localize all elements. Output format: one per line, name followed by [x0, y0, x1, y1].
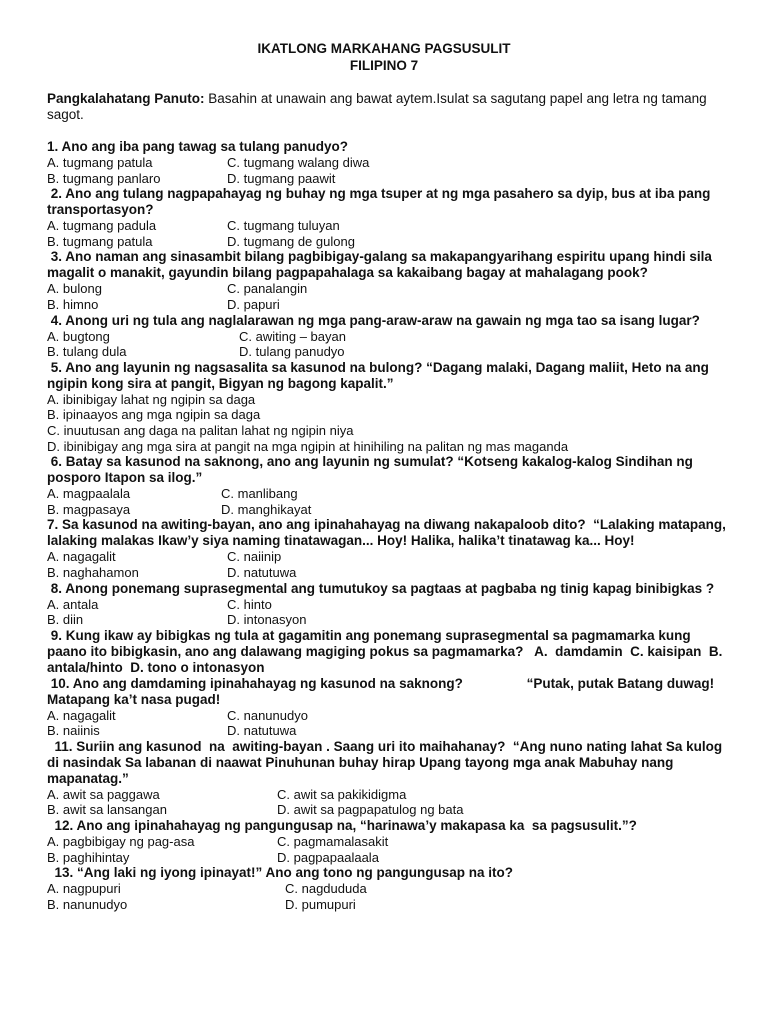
- question-6: [47, 454, 727, 517]
- question-1: [47, 139, 727, 186]
- exam-subject: FILIPINO 7: [349, 58, 419, 73]
- question-text: 3. Ano naman ang sinasambit bilang pagbibigay-galang sa makapangyarihang espiritu upang hindi sila magalit o manakit, gayundin bilang pagpapahalaga sa kakaibang bagay at mahalagang pook?: [47, 249, 716, 281]
- general-instructions: [47, 91, 727, 123]
- option-b: B. naghahamon: [47, 564, 139, 580]
- option-a: A. bulong: [47, 281, 102, 297]
- answer-options: [47, 392, 727, 454]
- option-b: B. awit sa lansangan: [47, 802, 167, 818]
- answer-options: [47, 155, 727, 186]
- option-a: A. awit sa paggawa: [47, 786, 160, 802]
- option-c: C. awiting – bayan: [239, 328, 346, 344]
- question-11: [47, 739, 727, 818]
- question-5: [47, 360, 727, 454]
- option-a: A. nagagalit: [47, 707, 116, 723]
- question-text: 8. Anong ponemang suprasegmental ang tumutukoy sa pagtaas at pagbaba ng tinig kapag binibigkas ?: [47, 580, 715, 596]
- option-c: C. naiinip: [227, 549, 282, 565]
- question-text: 7. Sa kasunod na awiting-bayan, ano ang ipinahahayag na diwang nakapaloob dito? “Lalaking matapang, lalaking malakas Ikaw’y siya naming tinatawagan... Hoy! Halika, halika’t tinatawag ka... Hoy!: [47, 517, 730, 549]
- option-c: C. awit sa pakikidigma: [277, 786, 407, 802]
- option-d: D. pumupuri: [285, 896, 356, 912]
- option-c: C. panalangin: [227, 281, 308, 297]
- option-a: A. tugmang patula: [47, 155, 153, 170]
- option-d: D. ibinibigay ang mga sira at pangit na mga ngipin at hinihiling na palitan ng mas maganda: [47, 438, 569, 454]
- option-b: B. tugmang panlaro: [47, 170, 161, 186]
- question-text: 5. Ano ang layunin ng nagsasalita sa kasunod na bulong? “Dagang malaki, Dagang maliit, Heto na ang ngipin kong sira at pangit, Bigyan ng bagong kapalit.”: [47, 359, 713, 391]
- exam-header: [0, 40, 768, 74]
- instructions-text: Basahin at unawain ang bawat aytem.Isulat sa sagutang papel ang letra ng tamang sagot.: [47, 91, 707, 122]
- question-text: 12. Ano ang ipinahahayag ng pangungusap na, “harinawa’y makapasa ka sa pagsusulit.”?: [47, 818, 637, 834]
- option-b: B. nanunudyo: [47, 896, 128, 912]
- answer-options: [47, 834, 727, 865]
- option-d: D. intonasyon: [227, 612, 307, 628]
- option-b: B. magpasaya: [47, 501, 131, 517]
- question-12: [47, 818, 727, 865]
- question-text: 2. Ano ang tulang nagpapahayag ng buhay ng mga tsuper at ng mga pasahero sa dyip, bus at iba pang transportasyon?: [47, 186, 715, 218]
- question-list: [47, 137, 730, 912]
- option-d: D. manghikayat: [221, 501, 312, 517]
- question-8: [47, 581, 727, 628]
- option-c: C. tugmang tuluyan: [227, 218, 340, 234]
- answer-options: [47, 218, 727, 249]
- option-d: D. pagpapaalaala: [277, 849, 379, 865]
- question-text: 11. Suriin ang kasunod na awiting-bayan . Saang uri ito maihahanay? “Ang nuno nating lahat Sa kulog di nasindak Sa labanan di naawat Pinuhunan buhay hirap Upang tayong mga anak Mabuhay nang mapanatag.”: [47, 738, 726, 786]
- option-a: A. ibinibigay lahat ng ngipin sa daga: [47, 391, 256, 407]
- option-a: A. pagbibigay ng pag-asa: [47, 834, 195, 850]
- question-2: [47, 186, 727, 249]
- option-d: D. awit sa pagpapatulog ng bata: [277, 802, 464, 818]
- answer-options: [47, 329, 727, 360]
- option-b: B. tugmang patula: [47, 233, 153, 249]
- answer-options: [47, 787, 727, 818]
- option-a: A. nagpupuri: [47, 881, 121, 897]
- option-a: A. antala: [47, 596, 99, 612]
- option-c: C. inuutusan ang daga na palitan lahat ng ngipin niya: [47, 422, 354, 438]
- question-3: [47, 249, 727, 312]
- option-c: C. nanunudyo: [227, 707, 308, 723]
- option-a: A. tugmang padula: [47, 218, 157, 234]
- option-d: D. papuri: [227, 296, 280, 312]
- answer-options: [47, 881, 727, 912]
- option-d: D. natutuwa: [227, 564, 297, 580]
- option-b: B. ipinaayos ang mga ngipin sa daga: [47, 407, 261, 423]
- option-d: D. tulang panudyo: [239, 344, 345, 360]
- instructions-label: Pangkalahatang Panuto:: [47, 91, 205, 106]
- option-c: C. manlibang: [221, 486, 298, 502]
- exam-title: IKATLONG MARKAHANG PAGSUSULIT: [257, 41, 511, 56]
- answer-options: [47, 549, 727, 580]
- option-d: D. tugmang paawit: [227, 170, 336, 186]
- answer-options: [47, 281, 727, 312]
- question-9: [47, 628, 727, 676]
- option-b: B. naiinis: [47, 723, 100, 739]
- question-7: [47, 517, 730, 580]
- question-text: 10. Ano ang damdaming ipinahahayag ng kasunod na saknong? “Putak, putak Batang duwag! Matapang ka’t nasa pugad!: [47, 675, 718, 707]
- question-text: 4. Anong uri ng tula ang naglalarawan ng mga pang-araw-araw na gawain ng mga tao sa isang lugar?: [47, 312, 700, 328]
- option-a: A. magpaalala: [47, 486, 131, 502]
- option-c: C. nagdududa: [285, 881, 367, 897]
- option-c: C. tugmang walang diwa: [227, 155, 370, 170]
- answer-options: [47, 597, 727, 628]
- option-a: A. bugtong: [47, 328, 110, 344]
- answer-options: [47, 708, 727, 739]
- answer-options: [47, 486, 727, 517]
- option-c: C. pagmamalasakit: [277, 834, 389, 850]
- question-13: [47, 865, 727, 912]
- option-d: D. natutuwa: [227, 723, 297, 739]
- question-text: 6. Batay sa kasunod na saknong, ano ang layunin ng sumulat? “Kotseng kakalog-kalog Sindihan ng posporo Itapon sa ilog.”: [47, 454, 697, 486]
- option-b: B. himno: [47, 296, 99, 312]
- option-b: B. paghihintay: [47, 849, 130, 865]
- option-b: B. diin: [47, 612, 84, 628]
- option-d: D. tugmang de gulong: [227, 233, 355, 249]
- question-10: [47, 676, 727, 739]
- option-b: B. tulang dula: [47, 344, 127, 360]
- question-4: [47, 313, 727, 360]
- question-text: 9. Kung ikaw ay bibigkas ng tula at gagamitin ang ponemang suprasegmental sa pagmamarka kung paano ito bibigkasin, ano ang dalawang magiging pokus sa pagmamarka? A. damdamin C. kaisipan B. antala/hinto D. tono o intonasyon: [47, 627, 727, 675]
- question-text: 1. Ano ang iba pang tawag sa tulang panudyo?: [47, 139, 349, 154]
- option-c: C. hinto: [227, 596, 272, 612]
- question-text: 13. “Ang laki ng iyong ipinayat!” Ano ang tono ng pangungusap na ito?: [47, 865, 514, 881]
- option-a: A. nagagalit: [47, 549, 116, 565]
